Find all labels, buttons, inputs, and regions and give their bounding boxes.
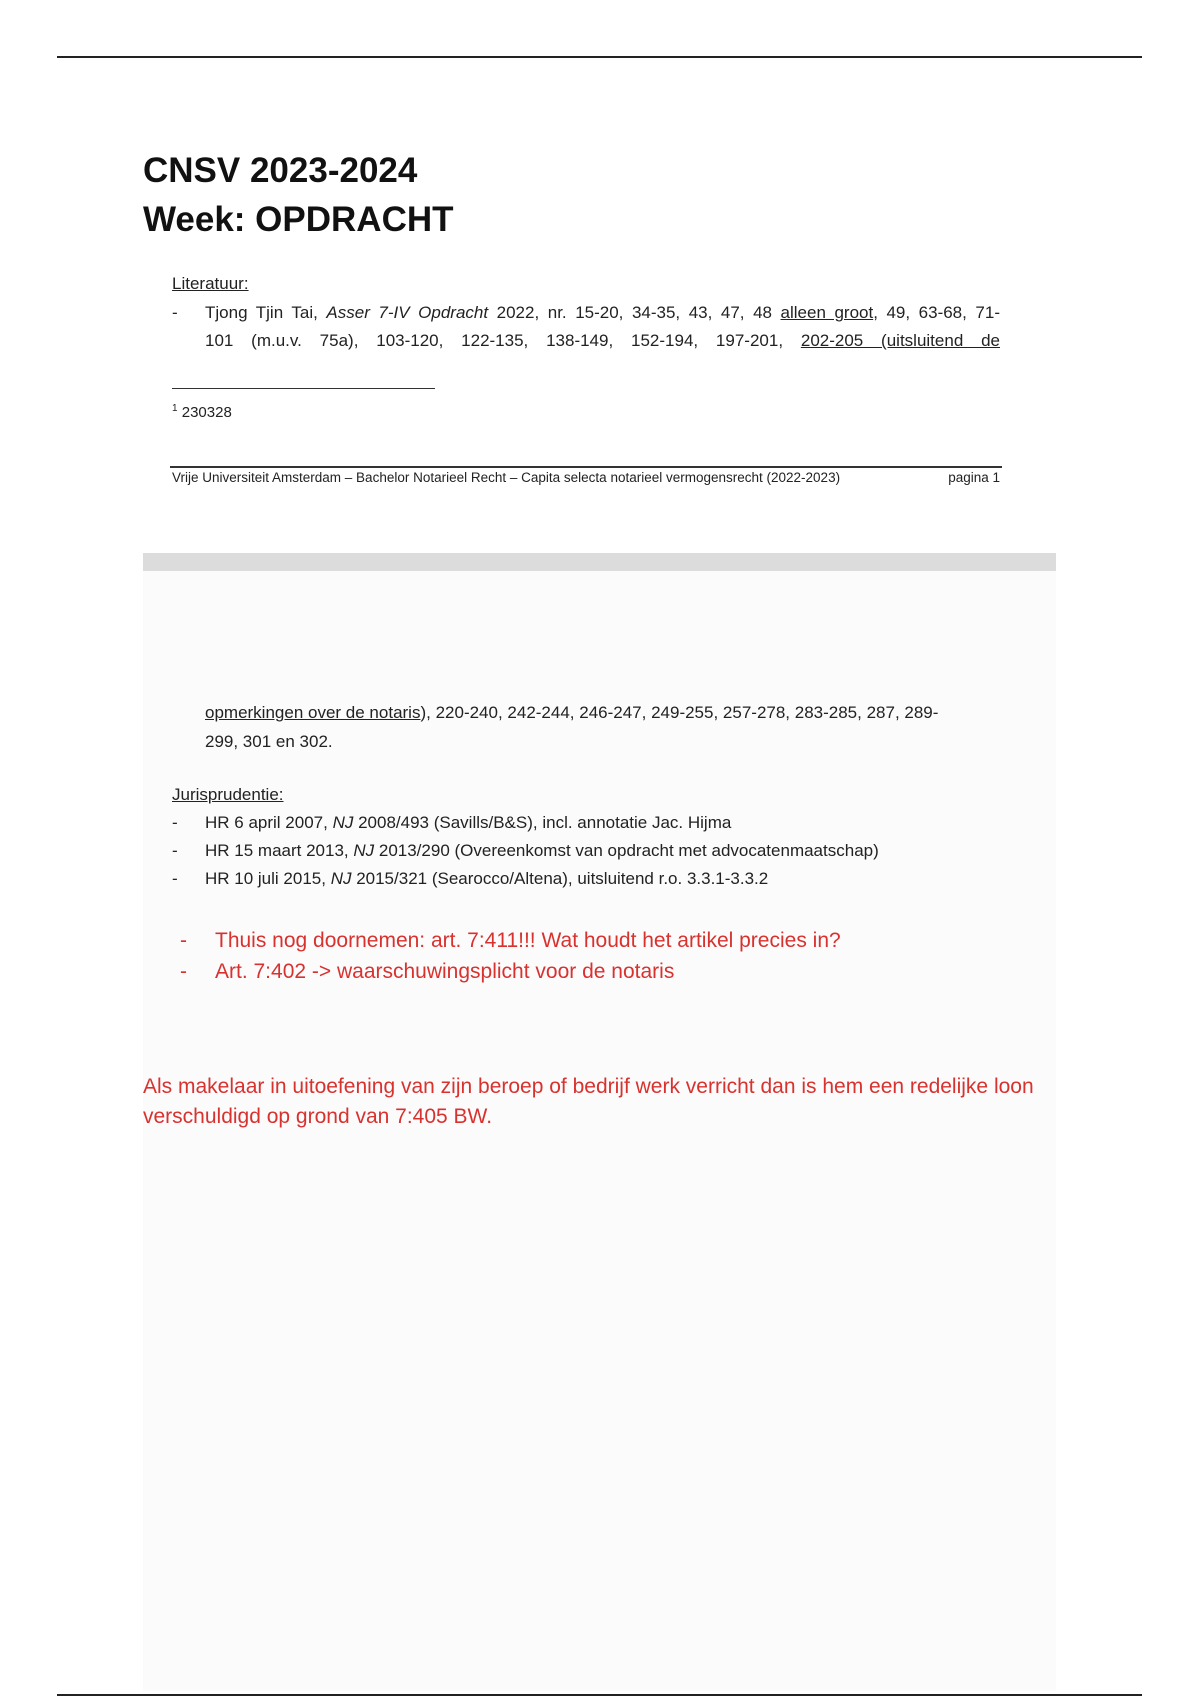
jurisprudentie-item: HR 6 april 2007, NJ 2008/493 (Savills/B&S), incl. annotatie Jac. Hijma: [205, 813, 732, 832]
jurisprudentie-heading: Jurisprudentie:: [172, 785, 284, 804]
footnote-separator: [172, 388, 435, 389]
footer-left: Vrije Universiteit Amsterdam – Bachelor Notarieel Recht – Capita selecta notarieel vermogensrecht (2022-2023): [172, 470, 841, 485]
title-line-2: Week: OPDRACHT: [143, 200, 454, 239]
jurisprudentie-bullet: -: [172, 841, 178, 860]
jurisprudentie-item: HR 10 juli 2015, NJ 2015/321 (Searocco/Altena), uitsluitend r.o. 3.3.1-3.3.2: [205, 869, 769, 888]
note-bullet: -: [180, 960, 187, 983]
note-item: Art. 7:402 -> waarschuwingsplicht voor de notaris: [215, 960, 675, 983]
literatuur-line-1: Tjong Tjin Tai, Asser 7-IV Opdracht 2022, nr. 15-20, 34-35, 43, 47, 48 alleen groot, 49, 63-68, 71-: [205, 303, 1000, 322]
top-rule: [57, 56, 1142, 58]
jurisprudentie-bullet: -: [172, 869, 178, 888]
page-separator: [143, 553, 1056, 571]
bottom-rule: [57, 1694, 1142, 1696]
literatuur-line-2: 101 (m.u.v. 75a), 103-120, 122-135, 138-149, 152-194, 197-201, 202-205 (uitsluitend de: [205, 331, 1000, 350]
literatuur-line-4: 299, 301 en 302.: [205, 732, 333, 751]
note-paragraph: Als makelaar in uitoefening van zijn beroep of bedrijf werk verricht dan is hem een redelijke loon verschuldigd op grond van 7:405 BW.: [143, 1075, 1034, 1128]
title-line-1: CNSV 2023-2024: [143, 151, 418, 190]
literatuur-bullet: -: [172, 303, 178, 322]
page-title: [143, 146, 454, 244]
note-item: Thuis nog doornemen: art. 7:411!!! Wat houdt het artikel precies in?: [215, 929, 841, 952]
page-footer: [172, 470, 1000, 485]
jurisprudentie-bullet: -: [172, 813, 178, 832]
literatuur-line-3: opmerkingen over de notaris), 220-240, 242-244, 246-247, 249-255, 257-278, 283-285, 287, 289-: [205, 703, 939, 722]
footnote: $^1$ 230328: [172, 403, 232, 421]
note-bullet: -: [180, 929, 187, 952]
jurisprudentie-item: HR 15 maart 2013, NJ 2013/290 (Overeenkomst van opdracht met advocatenmaatschap): [205, 841, 879, 860]
footer-rule: [170, 466, 1002, 468]
literatuur-heading: Literatuur:: [172, 274, 249, 293]
footer-page-number: pagina 1: [948, 470, 1000, 485]
